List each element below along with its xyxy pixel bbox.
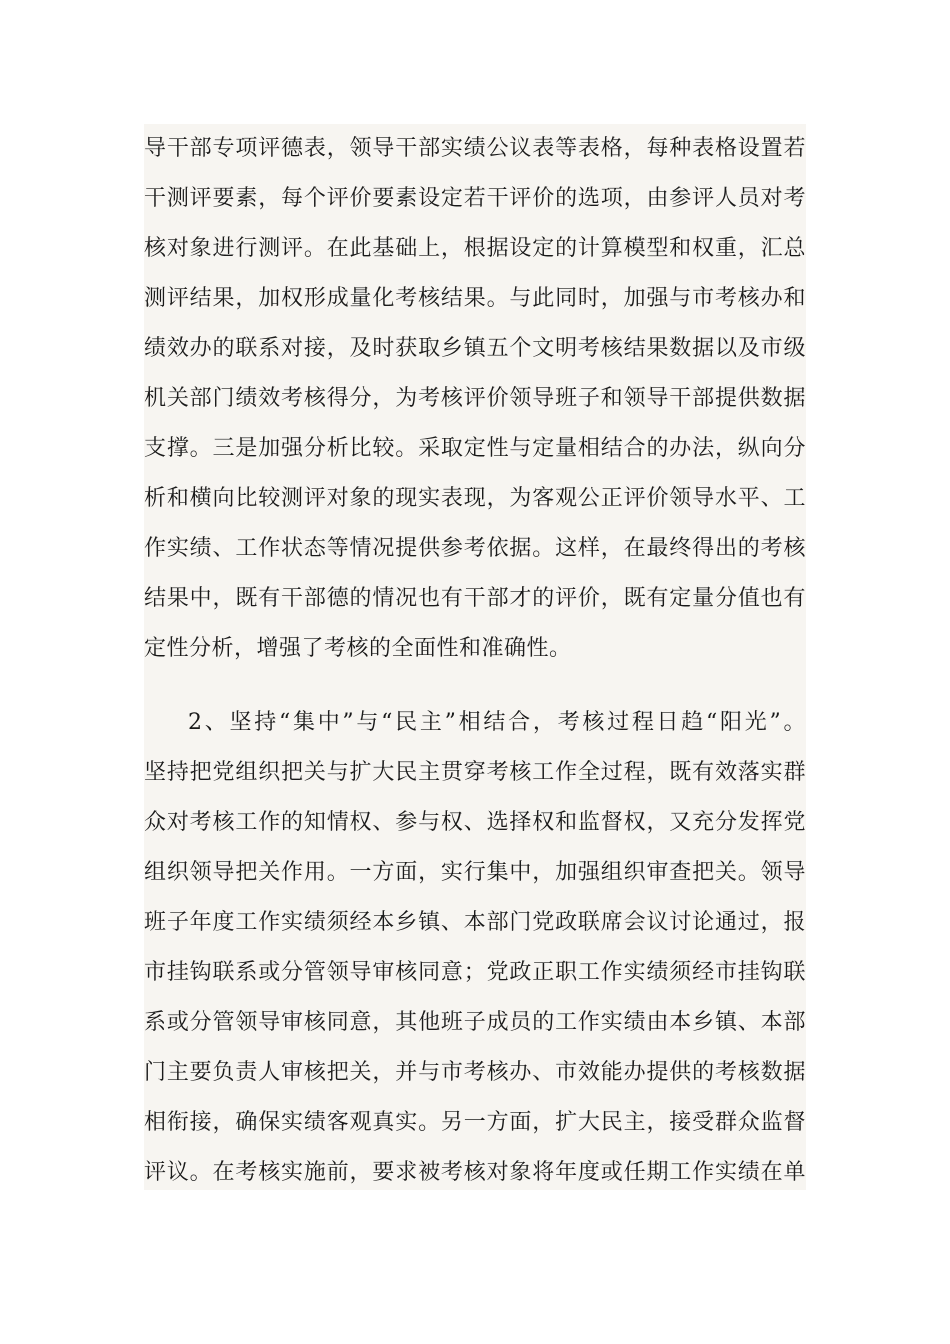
text-line: 析和横向比较测评对象的现实表现，为客观公正评价领导水平、工 <box>144 486 806 511</box>
text-line: 门主要负责人审核把关，并与市考核办、市效能办提供的考核数据 <box>144 1060 806 1085</box>
text-line: 结果中，既有干部德的情况也有干部才的评价，既有定量分值也有 <box>144 586 806 611</box>
text-line: 众对考核工作的知情权、参与权、选择权和监督权，又充分发挥党 <box>144 810 806 835</box>
text-line: 组织领导把关作用。一方面，实行集中，加强组织审查把关。领导 <box>144 860 806 885</box>
body-text-block <box>144 124 806 1190</box>
text-line: 干测评要素，每个评价要素设定若干评价的选项，由参评人员对考 <box>144 186 806 211</box>
text-line: 坚持把党组织把关与扩大民主贯穿考核工作全过程，既有效落实群 <box>144 760 806 785</box>
text-line: 导干部专项评德表，领导干部实绩公议表等表格，每种表格设置若 <box>144 136 806 161</box>
paragraph-end-line: 定性分析，增强了考核的全面性和准确性。 <box>144 636 572 661</box>
text-line: 相衔接，确保实绩客观真实。另一方面，扩大民主，接受群众监督 <box>144 1110 806 1135</box>
text-line: 机关部门绩效考核得分，为考核评价领导班子和领导干部提供数据 <box>144 386 806 411</box>
section-heading-line: 2、坚持“集中”与“民主”相结合，考核过程日趋“阳光”。 <box>188 710 806 735</box>
text-line: 支撑。三是加强分析比较。采取定性与定量相结合的办法，纵向分 <box>144 436 806 461</box>
text-line: 评议。在考核实施前，要求被考核对象将年度或任期工作实绩在单 <box>144 1160 806 1185</box>
text-line: 测评结果，加权形成量化考核结果。与此同时，加强与市考核办和 <box>144 286 806 311</box>
text-line: 班子年度工作实绩须经本乡镇、本部门党政联席会议讨论通过，报 <box>144 910 806 935</box>
text-line: 作实绩、工作状态等情况提供参考依据。这样，在最终得出的考核 <box>144 536 806 561</box>
text-line: 绩效办的联系对接，及时获取乡镇五个文明考核结果数据以及市级 <box>144 336 806 361</box>
text-line: 市挂钩联系或分管领导审核同意；党政正职工作实绩须经市挂钩联 <box>144 960 806 985</box>
text-line: 核对象进行测评。在此基础上，根据设定的计算模型和权重，汇总 <box>144 236 806 261</box>
text-line: 系或分管领导审核同意，其他班子成员的工作实绩由本乡镇、本部 <box>144 1010 806 1035</box>
